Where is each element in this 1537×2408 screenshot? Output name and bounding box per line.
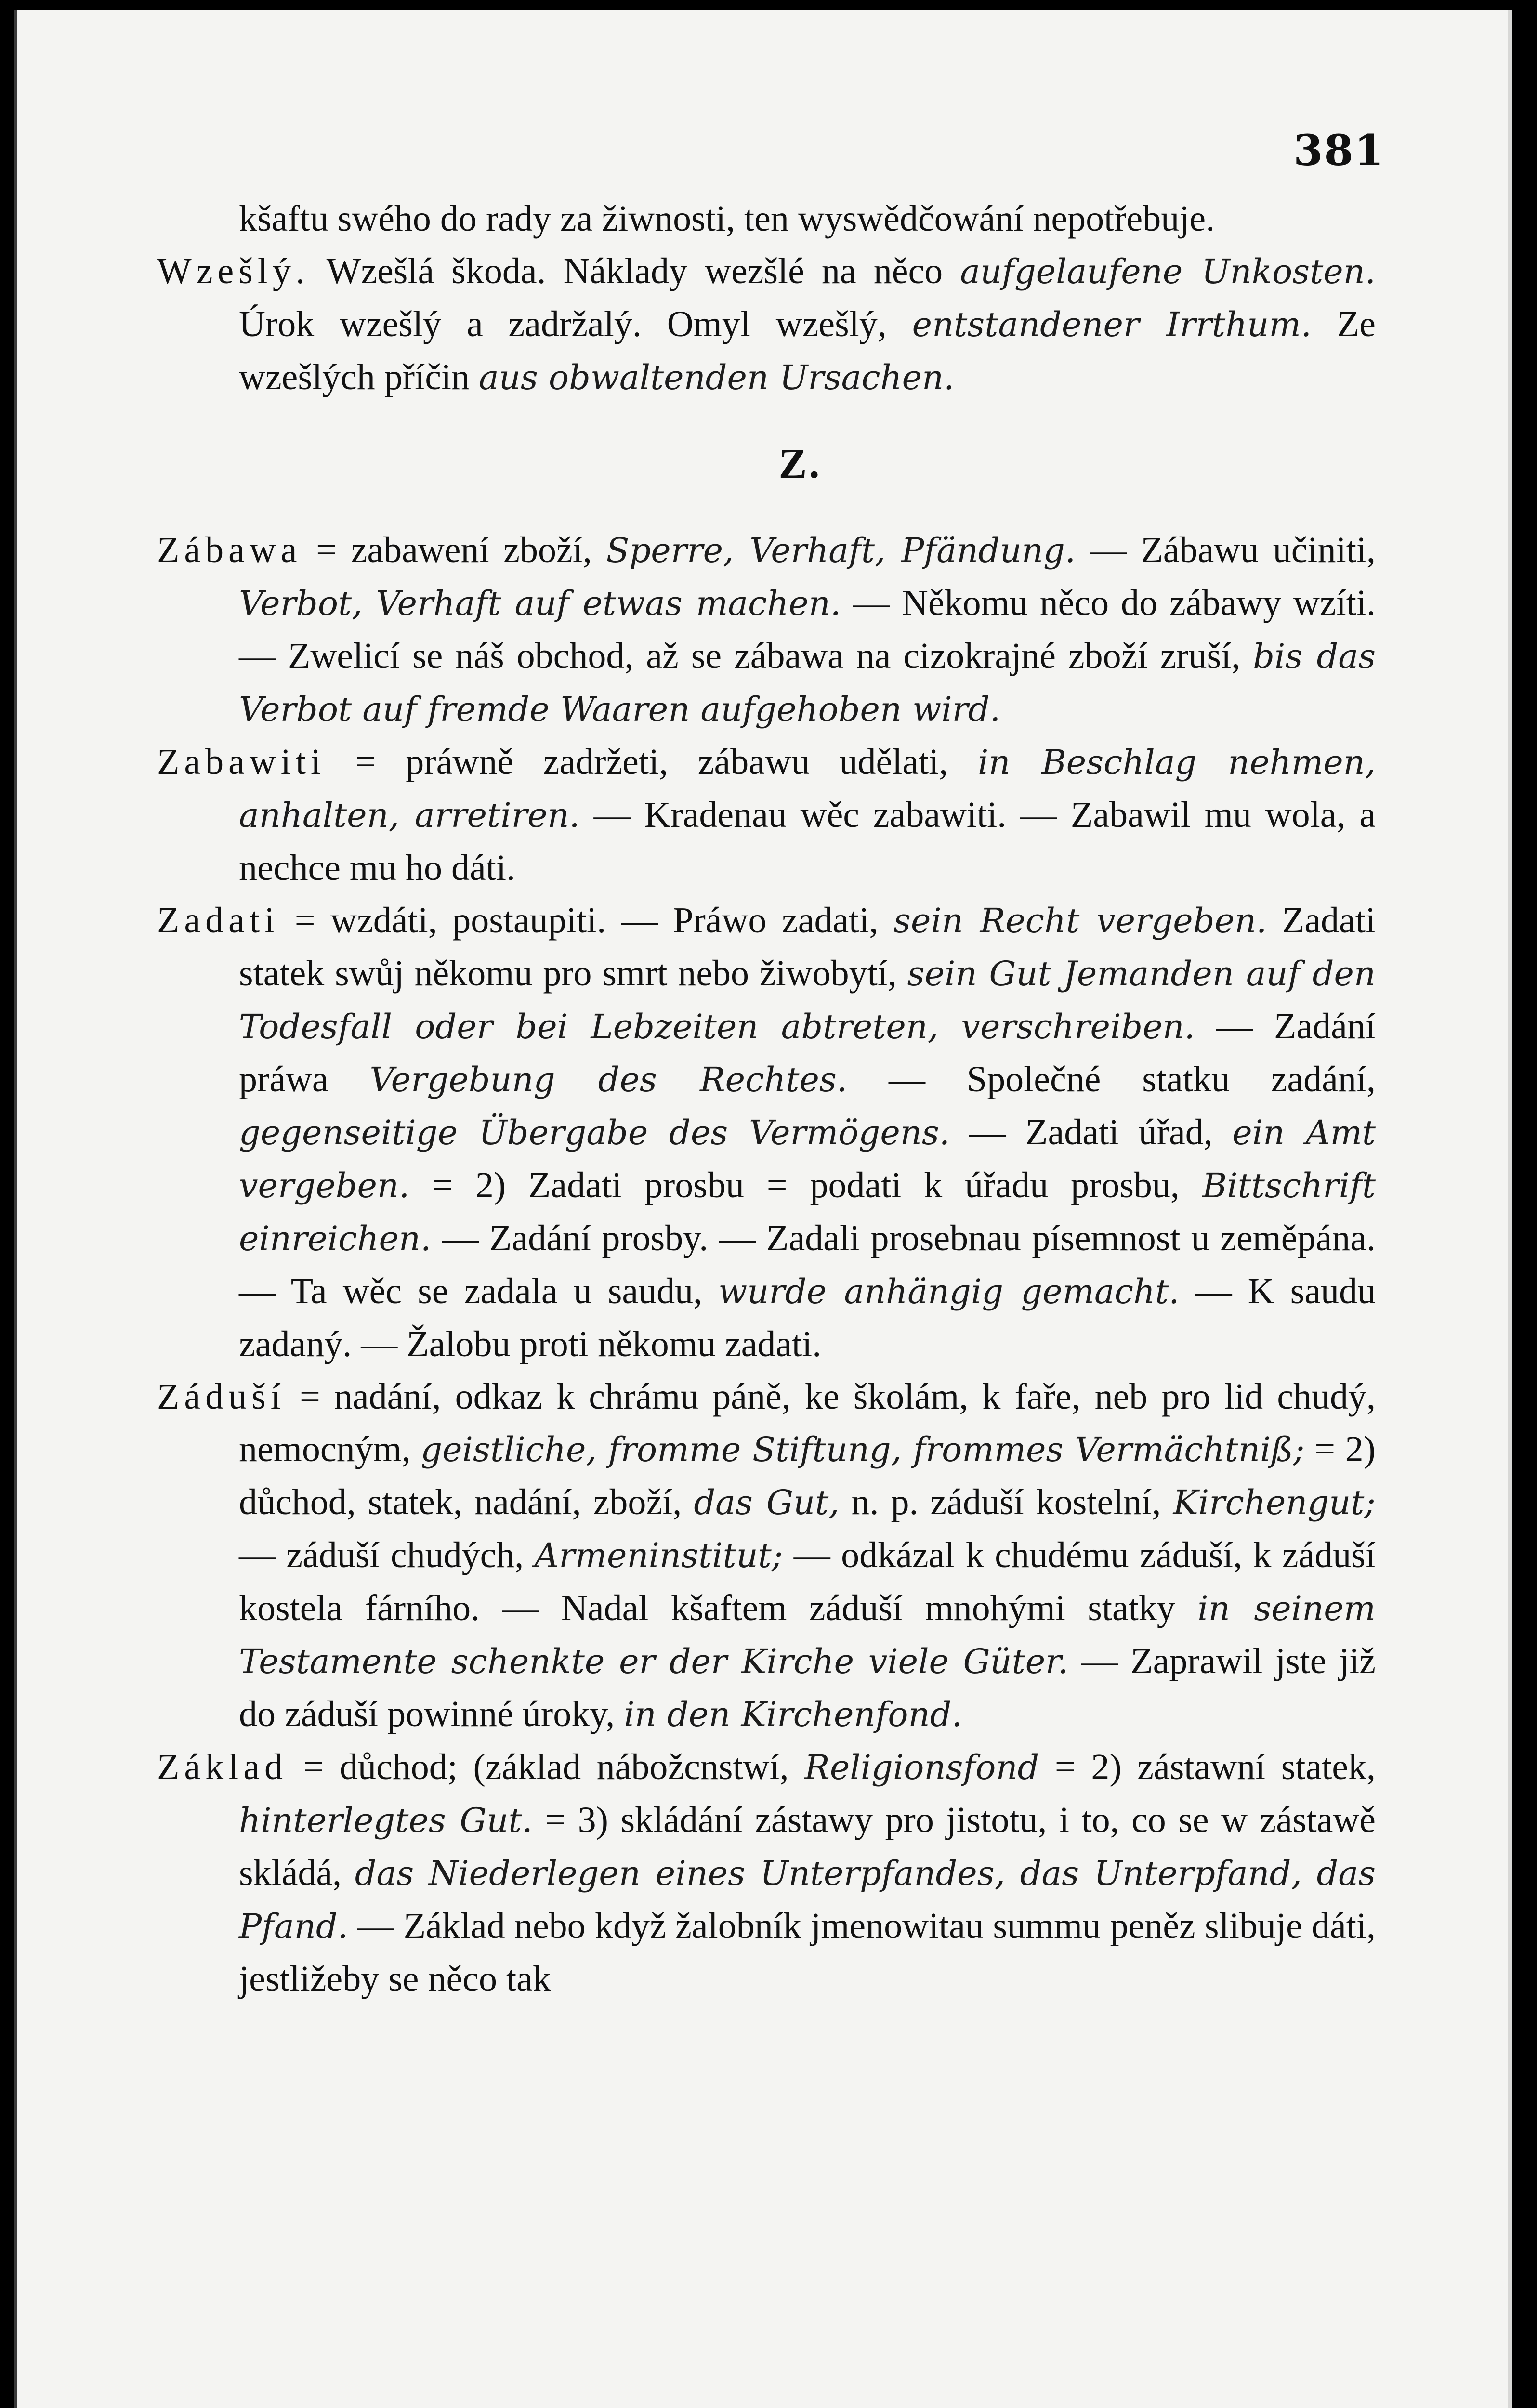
czech-text: n. p. záduší kostelní, bbox=[839, 1482, 1173, 1522]
page-right-edge bbox=[1508, 10, 1512, 2408]
german-gloss: das Gut, bbox=[694, 1483, 840, 1522]
czech-text: — Zadání práwa bbox=[239, 1006, 1376, 1099]
dictionary-entry bbox=[157, 736, 1376, 894]
czech-text: — odkázal k chudému záduší, k záduší kostela fárního. — Nadal kšaftem záduší mnohými statky bbox=[239, 1535, 1376, 1628]
german-gloss: Bittschrift einreichen. bbox=[239, 1166, 1376, 1258]
czech-text: Ze wzešlých příčin bbox=[239, 304, 1376, 397]
entry-headword: Zábawa bbox=[157, 530, 302, 570]
czech-text: — záduší chudých, bbox=[239, 1535, 535, 1575]
page-left-edge bbox=[14, 10, 17, 2408]
book-page bbox=[14, 10, 1512, 2408]
czech-text: Úrok wzešlý a zadržalý. Omyl wzešlý, bbox=[239, 304, 912, 344]
czech-text: — Společné statku zadání, bbox=[847, 1059, 1376, 1099]
czech-text: — Kradenau wěc zabawiti. — Zabawil mu wola, a nechce mu ho dáti. bbox=[239, 795, 1376, 888]
czech-text: — Základ nebo když žalobník jmenowitau summu peněz slibuje dáti, jestližeby se něco tak bbox=[239, 1906, 1376, 1999]
german-gloss: sein Gut Jemanden auf den Todesfall oder bei Lebzeiten abtreten, verschreiben. bbox=[239, 954, 1376, 1047]
czech-text: — Zaprawil jste již do záduší powinné úroky, bbox=[239, 1641, 1376, 1734]
section-heading: Z. bbox=[778, 441, 822, 487]
entries-list bbox=[157, 524, 1376, 2005]
german-gloss: hinterlegtes Gut. bbox=[239, 1801, 533, 1840]
german-gloss: in den Kirchenfond. bbox=[624, 1695, 962, 1734]
czech-text: = nadání, odkaz k chrámu páně, ke školám, k faře, neb pro lid chudý, nemocným, bbox=[239, 1376, 1376, 1469]
page-number: 381 bbox=[1293, 125, 1385, 175]
german-gloss: geistliche, fromme Stiftung, frommes Vermächtniß; bbox=[420, 1430, 1305, 1469]
german-gloss: in seinem Testamente schenkte er der Kirche viele Güter. bbox=[239, 1589, 1376, 1681]
czech-text: — Zábawu učiniti, bbox=[1076, 530, 1376, 570]
german-gloss: Vergebung des Rechtes. bbox=[369, 1060, 848, 1099]
entry-headword: Zadati bbox=[157, 900, 280, 941]
entry-headword: Základ bbox=[157, 1747, 288, 1787]
dictionary-entry bbox=[157, 524, 1376, 736]
german-gloss: aus obwaltenden Ursachen. bbox=[479, 358, 955, 397]
german-gloss: Verbot, Verhaft auf etwas machen. bbox=[239, 584, 841, 623]
german-gloss: ein Amt vergeben. bbox=[239, 1113, 1376, 1205]
czech-text: Zadati statek swůj někomu pro smrt nebo žiwobytí, bbox=[239, 900, 1376, 994]
german-gloss: wurde anhängig gemacht. bbox=[718, 1272, 1180, 1311]
dictionary-text bbox=[157, 193, 1376, 2005]
entry-headword: Zabawiti bbox=[157, 742, 326, 782]
czech-text: = práwně zadržeti, zábawu udělati, bbox=[326, 742, 978, 782]
czech-text: = zabawení zboží, bbox=[302, 530, 606, 570]
czech-text: = wzdáti, postaupiti. — Práwo zadati, bbox=[279, 900, 894, 941]
czech-text: — Zadání prosby. — Zadali prosebnau písemnost u zeměpána. — Ta wěc se zadala u saudu, bbox=[239, 1218, 1376, 1311]
czech-text: = 2) důchod, statek, nadání, zboží, bbox=[239, 1429, 1376, 1522]
dictionary-entry bbox=[157, 1741, 1376, 2005]
czech-text: — Zadati úřad, bbox=[950, 1112, 1233, 1152]
dictionary-entry bbox=[157, 245, 1376, 404]
german-gloss: aufgelaufene Unkosten. bbox=[960, 252, 1376, 291]
czech-text: = 2) zástawní statek, bbox=[1039, 1747, 1376, 1787]
entries-top bbox=[157, 245, 1376, 404]
german-gloss: in Beschlag nehmen, anhalten, arretiren. bbox=[239, 743, 1376, 835]
german-gloss: gegenseitige Übergabe des Vermögens. bbox=[239, 1113, 950, 1152]
german-gloss: das Niederlegen eines Unterpfandes, das Unterpfand, das Pfand. bbox=[239, 1854, 1376, 1946]
german-gloss: Sperre, Verhaft, Pfändung. bbox=[606, 531, 1076, 570]
intro-paragraph bbox=[157, 193, 1376, 245]
dictionary-entry bbox=[157, 894, 1376, 1371]
german-gloss: Armeninstitut; bbox=[534, 1536, 783, 1575]
german-gloss: sein Recht vergeben. bbox=[893, 901, 1267, 941]
czech-text: — Někomu něco do zábawy wzíti. — Zwelicí se náš obchod, až se zábawa na cizokrajné zboží zruší, bbox=[239, 583, 1376, 676]
czech-text: — K saudu zadaný. — Žalobu proti někomu zadati. bbox=[239, 1271, 1376, 1364]
german-gloss: Religionsfond bbox=[804, 1748, 1039, 1787]
czech-text: = důchod; (základ nábožcnstwí, bbox=[288, 1747, 805, 1787]
dictionary-entry bbox=[157, 1371, 1376, 1741]
entry-headword: Záduší bbox=[157, 1376, 286, 1417]
entry-headword: Wzešlý. bbox=[157, 251, 310, 291]
czech-text: Wzešlá škoda. Náklady wezšlé na něco bbox=[309, 251, 960, 291]
german-gloss: Kirchengut; bbox=[1173, 1483, 1376, 1522]
czech-text: = 2) Zadati prosbu = podati k úřadu prosbu, bbox=[409, 1165, 1202, 1205]
intro-line: kšaftu swého do rady za žiwnosti, ten wyswědčowání nepotřebuje. bbox=[239, 198, 1215, 239]
czech-text: = 3) skládání zástawy pro jistotu, i to, co se w zástawě skládá, bbox=[239, 1800, 1376, 1893]
german-gloss: bis das Verbot auf fremde Waaren aufgehoben wird. bbox=[239, 637, 1376, 729]
german-gloss: entstandener Irrthum. bbox=[912, 305, 1312, 344]
